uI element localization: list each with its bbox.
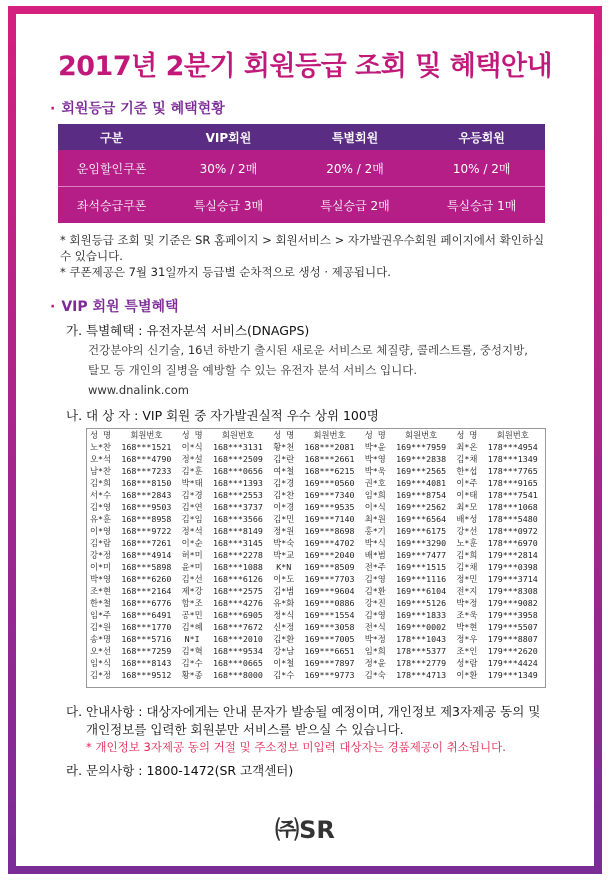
member-number: 168***2553 <box>212 490 263 500</box>
member-column-header: 성 명 <box>90 430 112 440</box>
member-number: 169***6651 <box>304 646 355 656</box>
member-name: 이*영 <box>90 526 112 536</box>
member-name: 김*경 <box>181 490 203 500</box>
member-table <box>87 429 545 681</box>
table-row <box>87 669 545 681</box>
member-number: 168***8150 <box>121 478 172 488</box>
member-number: 168***1393 <box>212 478 263 488</box>
member-name: 송*명 <box>90 634 112 644</box>
member-name: 홍*기 <box>364 526 386 536</box>
member-number: 179***2620 <box>487 646 538 656</box>
section-vip-heading: · VIP 회원 특별혜택 <box>50 299 179 315</box>
page-title: 2017년 2분기 회원등급 조회 및 혜택안내 <box>57 51 553 82</box>
member-number: 168***9512 <box>121 670 172 680</box>
member-name: 정*민 <box>456 574 478 584</box>
member-name: 임*희 <box>364 490 386 500</box>
member-name: 이*순 <box>181 538 203 548</box>
member-number: 169***5126 <box>396 598 447 608</box>
member-number: 179***8308 <box>487 586 538 596</box>
member-number: 169***2040 <box>304 550 355 560</box>
member-number: 169***8754 <box>396 490 447 500</box>
member-column-header: 회원번호 <box>313 430 346 440</box>
member-name: 박*현 <box>456 622 478 632</box>
member-name: 전*지 <box>456 586 478 596</box>
member-number: 169***7140 <box>304 514 355 524</box>
member-number: 178***7765 <box>487 466 538 476</box>
member-name: N*I <box>184 634 200 644</box>
member-name: 정*식 <box>273 610 295 620</box>
member-name: 배*범 <box>364 550 386 560</box>
member-name: 조*욱 <box>456 610 478 620</box>
member-number: 169***7703 <box>304 574 355 584</box>
member-number: 169***2565 <box>396 466 447 476</box>
member-number: 169***6564 <box>396 514 447 524</box>
note-coupon: * 쿠폰제공은 7월 31일까지 등급별 순차적으로 생성 · 제공됩니다. <box>60 265 391 279</box>
member-name: 김*임 <box>181 514 203 524</box>
member-number: 169***7340 <box>304 490 355 500</box>
benefit-header: 우등회원 <box>418 124 545 150</box>
member-name: 김*정 <box>90 670 112 680</box>
member-number: 169***9773 <box>304 670 355 680</box>
member-name: 박*식 <box>364 538 386 548</box>
member-name: 김*환 <box>273 634 295 644</box>
member-number: 179***4424 <box>487 658 538 668</box>
member-column-header: 회원번호 <box>496 430 529 440</box>
member-number: 169***7959 <box>396 442 447 452</box>
member-number: 169***7477 <box>396 550 447 560</box>
member-name: 김*선 <box>181 574 203 584</box>
member-number: 179***1349 <box>487 670 538 680</box>
member-number: 179***3714 <box>487 574 538 584</box>
member-number: 168***1770 <box>121 622 172 632</box>
member-name: 성*람 <box>456 658 478 668</box>
member-name: 배*성 <box>456 514 478 524</box>
member-number: 178***4954 <box>487 442 538 452</box>
member-number: 168***4914 <box>121 550 172 560</box>
member-number: 178***2779 <box>396 658 447 668</box>
member-column-header: 성 명 <box>456 430 478 440</box>
benefit-cell: 좌석승급쿠폰 <box>58 187 165 224</box>
member-name: 이*주 <box>456 478 478 488</box>
benefit-cell: 운임할인쿠폰 <box>58 150 165 187</box>
table-row <box>87 609 545 621</box>
member-name: 노*찬 <box>90 442 112 452</box>
member-name: 김*환 <box>364 586 386 596</box>
member-number: 169***1554 <box>304 610 355 620</box>
member-number: 179***9082 <box>487 598 538 608</box>
member-name: 제*강 <box>181 586 203 596</box>
member-number: 168***7233 <box>121 466 172 476</box>
item-notice-line1: 다. 안내사항 : 대상자에게는 안내 문자가 발송될 예정이며, 개인정보 제3자제공 동의 및 <box>66 704 541 719</box>
member-name: 김*혜 <box>181 622 203 632</box>
member-name: 이*태 <box>456 490 478 500</box>
benefit-cell: 특실승급 2매 <box>292 187 419 224</box>
member-name: 조*인 <box>456 646 478 656</box>
table-row <box>87 453 545 465</box>
member-number: 168***5898 <box>121 562 172 572</box>
benefit-cell: 특실승급 3매 <box>165 187 292 224</box>
item-inquiry: 라. 문의사항 : 1800-1472(SR 고객센터) <box>66 763 294 778</box>
member-number: 168***6776 <box>121 598 172 608</box>
member-number: 179***8807 <box>487 634 538 644</box>
member-name: 이*도 <box>273 574 295 584</box>
member-name: 공*민 <box>181 610 203 620</box>
table-row <box>87 657 545 669</box>
member-number: 168***0656 <box>212 466 263 476</box>
item-special-benefit: 가. 특별혜택 : 유전자분석 서비스(DNAGPS) <box>66 323 310 338</box>
table-row <box>87 525 545 537</box>
note-grade-criteria: * 회원등급 조회 및 기준은 SR 홈페이지 > 회원서비스 > 자가발권우수회원 페이지에서 확인하실 수 있습니다. <box>60 233 545 263</box>
member-number: 168***6491 <box>121 610 172 620</box>
member-name: 최*온 <box>456 442 478 452</box>
member-name: 임*식 <box>90 658 112 668</box>
dnalink-link[interactable]: www.dnalink.com <box>88 383 190 397</box>
member-name: 여*철 <box>273 466 295 476</box>
member-name: 김*범 <box>273 586 295 596</box>
member-name: 박*욱 <box>364 466 386 476</box>
member-number: 169***1515 <box>396 562 447 572</box>
member-number: 178***4713 <box>396 670 447 680</box>
member-name: 황*종 <box>181 670 203 680</box>
member-number: 169***0560 <box>304 478 355 488</box>
member-number: 169***7005 <box>304 634 355 644</box>
member-number: 169***1116 <box>396 574 447 584</box>
member-number: 178***0972 <box>487 526 538 536</box>
table-row <box>87 441 545 453</box>
table-row <box>87 489 545 501</box>
member-name: 김*수 <box>273 670 295 680</box>
member-name: 강*진 <box>364 598 386 608</box>
member-name: 정*석 <box>181 526 203 536</box>
member-number: 168***2843 <box>121 490 172 500</box>
member-name: 오*석 <box>90 454 112 464</box>
member-name: 조*현 <box>90 586 112 596</box>
member-column-header: 회원번호 <box>221 430 254 440</box>
member-number: 168***2661 <box>304 454 355 464</box>
member-name: 김*민 <box>273 514 295 524</box>
member-number: 168***7259 <box>121 646 172 656</box>
member-name: 이*식 <box>364 502 386 512</box>
member-number: 168***7672 <box>212 622 263 632</box>
member-number: 169***6104 <box>396 586 447 596</box>
member-number: 179***2814 <box>487 550 538 560</box>
member-number: 168***2164 <box>121 586 172 596</box>
member-name: 오*선 <box>90 646 112 656</box>
table-row <box>87 465 545 477</box>
member-name: 박*영 <box>364 454 386 464</box>
member-name: 김*영 <box>364 574 386 584</box>
member-number: 169***6175 <box>396 526 447 536</box>
member-number: 178***1349 <box>487 454 538 464</box>
member-name: 남*찬 <box>90 466 112 476</box>
table-row <box>87 501 545 513</box>
member-name: 임*희 <box>364 646 386 656</box>
member-number: 178***1068 <box>487 502 538 512</box>
member-name: 서*수 <box>90 490 112 500</box>
member-number: 168***6126 <box>212 574 263 584</box>
warning-text: * 개인정보 3자제공 동의 거절 및 주소정보 미입력 대상자는 경품제공이 취소됩니다. <box>86 740 506 754</box>
member-number: 169***9535 <box>304 502 355 512</box>
member-column-header: 회원번호 <box>405 430 438 440</box>
member-number: 178***9165 <box>487 478 538 488</box>
member-number: 168***6260 <box>121 574 172 584</box>
member-number: 168***9722 <box>121 526 172 536</box>
member-number: 168***9534 <box>212 646 263 656</box>
member-number: 169***4702 <box>304 538 355 548</box>
member-name: 유*화 <box>273 598 295 608</box>
member-name: 김*수 <box>181 658 203 668</box>
member-name: 박*정 <box>364 634 386 644</box>
table-row <box>87 549 545 561</box>
member-list <box>86 428 546 688</box>
member-number: 178***5377 <box>396 646 447 656</box>
member-number: 168***8149 <box>212 526 263 536</box>
member-number: 168***5716 <box>121 634 172 644</box>
member-number: 169***4081 <box>396 478 447 488</box>
member-number: 168***3737 <box>212 502 263 512</box>
member-name: 박*정 <box>456 598 478 608</box>
member-name: 정*우 <box>456 634 478 644</box>
member-name: 강*정 <box>90 550 112 560</box>
benefit-cell: 20% / 2매 <box>292 150 419 187</box>
member-number: 168***2509 <box>212 454 263 464</box>
member-name: 김*채 <box>456 454 478 464</box>
member-name: 한*철 <box>90 598 112 608</box>
member-number: 168***7261 <box>121 538 172 548</box>
table-row <box>87 561 545 573</box>
member-number: 169***2562 <box>396 502 447 512</box>
member-number: 168***1521 <box>121 442 172 452</box>
member-name: 한*섭 <box>456 466 478 476</box>
item-target: 나. 대 상 자 : VIP 회원 중 자가발권실적 우수 상위 100명 <box>66 408 379 423</box>
member-name: 노*훈 <box>456 538 478 548</box>
member-column-header: 성 명 <box>273 430 295 440</box>
member-name: 신*정 <box>273 622 295 632</box>
member-name: 박*숙 <box>273 538 295 548</box>
member-number: 179***3958 <box>487 610 538 620</box>
member-name: 김*영 <box>364 610 386 620</box>
member-name: 김*경 <box>273 478 295 488</box>
table-row <box>87 645 545 657</box>
member-number: 169***0002 <box>396 622 447 632</box>
member-number: 168***2575 <box>212 586 263 596</box>
member-number: 169***3290 <box>396 538 447 548</box>
benefit-table <box>58 124 545 223</box>
benefit-cell: 특실승급 1매 <box>418 187 545 224</box>
section-benefit-heading: · 회원등급 기준 및 혜택현황 <box>50 101 225 117</box>
member-name: 김*찬 <box>273 490 295 500</box>
dnagps-description: 건강분야의 신기술, 16년 하반기 출시된 새로운 서비스로 체질량, 콜레스트롤, 중성지방, 탈모 등 개인의 질병을 예방할 수 있는 유전자 분석 서비스 입니다. www.dnalink.com <box>88 340 558 400</box>
member-number: 168***3145 <box>212 538 263 548</box>
member-number: 178***6970 <box>487 538 538 548</box>
member-number: 168***1088 <box>212 562 263 572</box>
member-number: 169***8509 <box>304 562 355 572</box>
member-name: 김*혁 <box>181 646 203 656</box>
member-name: 김*채 <box>456 562 478 572</box>
table-row <box>87 585 545 597</box>
member-number: 168***4790 <box>121 454 172 464</box>
member-number: 168***3131 <box>212 442 263 452</box>
member-name: K*N <box>276 562 292 572</box>
member-number: 168***3566 <box>212 514 263 524</box>
member-name: 정*윤 <box>364 658 386 668</box>
benefit-header: 구분 <box>58 124 165 150</box>
table-row <box>87 573 545 585</box>
table-row <box>87 537 545 549</box>
benefit-cell: 30% / 2매 <box>165 150 292 187</box>
table-row <box>87 621 545 633</box>
member-name: 김*연 <box>181 502 203 512</box>
member-name: 이*식 <box>181 442 203 452</box>
member-number: 179***0398 <box>487 562 538 572</box>
member-number: 169***7897 <box>304 658 355 668</box>
member-number: 168***8143 <box>121 658 172 668</box>
member-name: 허*미 <box>181 550 203 560</box>
member-number: 168***2278 <box>212 550 263 560</box>
member-name: 이*철 <box>273 658 295 668</box>
member-name: 김*영 <box>90 502 112 512</box>
member-name: 김*란 <box>273 454 295 464</box>
member-number: 168***6905 <box>212 610 263 620</box>
member-number: 168***0665 <box>212 658 263 668</box>
member-number: 169***8698 <box>304 526 355 536</box>
member-name: 전*주 <box>364 562 386 572</box>
member-name: 김*훈 <box>181 466 203 476</box>
member-name: 김*희 <box>90 478 112 488</box>
member-column-header: 성 명 <box>364 430 386 440</box>
member-name: 황*천 <box>273 442 295 452</box>
item-notice-line2: 개인정보를 입력한 회원분만 서비스를 받으실 수 있습니다. <box>86 722 404 737</box>
member-name: 이*환 <box>456 670 478 680</box>
member-name: 임*주 <box>90 610 112 620</box>
member-number: 169***3058 <box>304 622 355 632</box>
member-name: 김*희 <box>456 550 478 560</box>
member-number: 168***8958 <box>121 514 172 524</box>
member-name: 강*남 <box>273 646 295 656</box>
member-name: 이*미 <box>90 562 112 572</box>
member-number: 168***4276 <box>212 598 263 608</box>
member-name: 권*호 <box>364 478 386 488</box>
member-name: 박*영 <box>90 574 112 584</box>
table-row <box>87 633 545 645</box>
member-number: 178***5480 <box>487 514 538 524</box>
member-name: 정*설 <box>181 454 203 464</box>
member-column-header: 성 명 <box>181 430 203 440</box>
member-name: 정*원 <box>273 526 295 536</box>
benefit-header: 특별회원 <box>292 124 419 150</box>
member-number: 168***2081 <box>304 442 355 452</box>
member-name: 함*조 <box>181 598 203 608</box>
member-number: 169***9604 <box>304 586 355 596</box>
member-name: 박*교 <box>273 550 295 560</box>
member-number: 169***0886 <box>304 598 355 608</box>
member-name: 이*경 <box>273 502 295 512</box>
table-row <box>87 597 545 609</box>
member-name: 전*식 <box>364 622 386 632</box>
member-number: 169***2838 <box>396 454 447 464</box>
member-column-header: 회원번호 <box>130 430 163 440</box>
member-number: 178***7541 <box>487 490 538 500</box>
member-number: 168***9503 <box>121 502 172 512</box>
member-name: 강*선 <box>456 526 478 536</box>
table-row <box>87 513 545 525</box>
member-number: 178***1043 <box>396 634 447 644</box>
benefit-cell: 10% / 2매 <box>418 150 545 187</box>
benefit-header: VIP회원 <box>165 124 292 150</box>
member-name: 박*태 <box>181 478 203 488</box>
member-name: 박*윤 <box>364 442 386 452</box>
member-number: 169***1833 <box>396 610 447 620</box>
member-name: 김*람 <box>90 538 112 548</box>
member-name: 최*원 <box>364 514 386 524</box>
sr-logo: ㈜SR <box>275 816 335 844</box>
member-number: 179***5507 <box>487 622 538 632</box>
member-name: 유*훈 <box>90 514 112 524</box>
table-row <box>87 477 545 489</box>
member-name: 김*숙 <box>364 670 386 680</box>
member-name: 김*원 <box>90 622 112 632</box>
member-number: 168***2010 <box>212 634 263 644</box>
member-number: 168***6215 <box>304 466 355 476</box>
member-name: 최*모 <box>456 502 478 512</box>
member-number: 168***8000 <box>212 670 263 680</box>
member-name: 윤*미 <box>181 562 203 572</box>
